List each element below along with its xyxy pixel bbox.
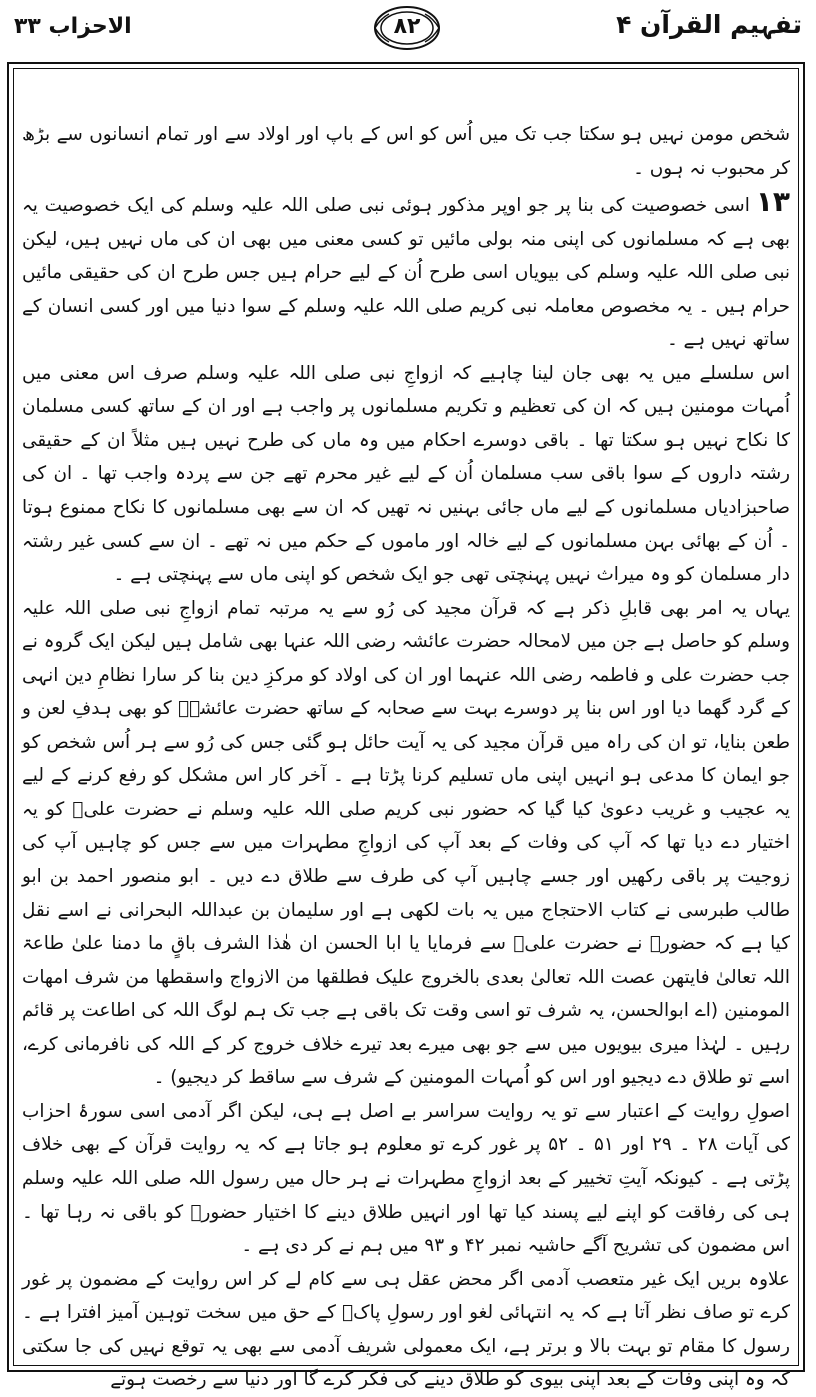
footnote-number: ۱۳ <box>755 185 790 219</box>
surah-title: الاحزاب ۳۳ <box>14 14 132 39</box>
page-number-medallion <box>372 4 442 52</box>
book-title: تفہیم القرآن ۴ <box>616 10 802 39</box>
paragraph-5: اصولِ روایت کے اعتبار سے تو یہ روایت سراسر بے اصل ہے ہی، لیکن اگر آدمی اسی سورۂ احزاب کی آیات ۲۸ ۔ ۲۹ اور ۵۱ ۔ ۵۲ پر غور کرے تو معلوم ہو جاتا ہے کہ یہ روایت قرآن کے بھی خلاف پڑتی ہے ۔ کیونکہ آیتِ تخییر کے بعد ازواجِ مطہرات نے ہر حال میں رسول اللہ صلی اللہ علیہ وسلم ہی کی رفاقت کو اپنے لیے پسند کیا تھا اور انہیں طلاق دینے کا اختیار حضورؐ کو باقی نہ رہا تھا ۔ اس مضمون کی تشریح آگے حاشیہ نمبر ۴۲ و ۹۳ میں ہم نے کر دی ہے ۔ <box>22 1100 791 1257</box>
page-header <box>0 0 816 62</box>
paragraph-2 <box>22 185 790 357</box>
main-text <box>22 118 790 1397</box>
paragraph-6: علاوہ بریں ایک غیر متعصب آدمی اگر محض عقل ہی سے کام لے کر اس روایت کے مضمون پر غور کرے تو صاف نظر آتا ہے کہ یہ انتہائی لغو اور رسولِ پاکؐ کے حق میں سخت توہین آمیز افترا ہے ۔ رسول کا مقام تو بہت بالا و برتر ہے، ایک معمولی شریف آدمی سے بھی یہ توقع نہیں کی جا سکتی کہ وہ اپنی وفات کے بعد اپنی بیوی کو طلاق دینے کی فکر کرے گا اور دنیا سے رخصت ہوتے <box>22 1268 790 1391</box>
paragraph-1: شخص مومن نہیں ہو سکتا جب تک میں اُس کو اس کے باپ اور اولاد سے اور تمام انسانوں سے بڑھ کر محبوب نہ ہوں ۔ <box>22 124 790 179</box>
page-number: ۸۲ <box>393 14 421 39</box>
paragraph-2-text: اسی خصوصیت کی بنا پر جو اوپر مذکور ہوئی نبی صلی اللہ علیہ وسلم کی ایک خصوصیت یہ بھی ہے کہ مسلمانوں کی اپنی منہ بولی مائیں تو کسی معنی میں بھی ان کی ماں نہیں ہیں، لیکن نبی صلی اللہ علیہ وسلم کی بیویاں اسی طرح اُن کے لیے حرام ہیں جس طرح ان کی حقیقی مائیں حرام ہیں ۔ یہ مخصوص معاملہ نبی کریم صلی اللہ علیہ وسلم کے سوا دنیا میں اور کسی انسان کے ساتھ نہیں ہے ۔ <box>22 195 790 351</box>
paragraph-3: اس سلسلے میں یہ بھی جان لینا چاہیے کہ ازواجِ نبی صلی اللہ علیہ وسلم صرف اس معنی میں اُمہات مومنین ہیں کہ ان کی تعظیم و تکریم مسلمانوں پر واجب ہے اور ان کے ساتھ کسی مسلمان کا نکاح نہیں ہو سکتا تھا ۔ باقی دوسرے احکام میں وہ ماں کی طرح نہیں ہیں مثلاً ان کے حقیقی رشتہ داروں کے سوا باقی سب مسلمان اُن کے لیے غیر محرم تھے جن سے پردہ واجب تھا ۔ ان کی صاحبزادیاں مسلمانوں کے لیے ماں جائی بہنیں نہ تھیں کہ ان سے بھی مسلمانوں کا نکاح ممنوع ہوتا ۔ اُن کے بھائی بہن مسلمانوں کے لیے خالہ اور ماموں کے حکم میں نہ تھے ۔ ان سے کسی غیر رشتہ دار مسلمان کو وہ میراث نہیں پہنچتی تھی جو ایک شخص کو اپنی ماں سے پہنچتی ہے ۔ <box>22 362 790 586</box>
paragraph-4: یہاں یہ امر بھی قابلِ ذکر ہے کہ قرآن مجید کی رُو سے یہ مرتبہ تمام ازواجِ نبی صلی اللہ علیہ وسلم کو حاصل ہے جن میں لامحالہ حضرت عائشہ رضی اللہ عنہا بھی شامل ہیں لیکن ایک گروہ نے جب حضرت علی و فاطمہ رضی اللہ عنہما اور ان کی اولاد کو مرکزِ دین بنا کر سارا نظامِ دین انہی کے گرد گھما دیا اور اس بنا پر دوسرے بہت سے صحابہ کے ساتھ حضرت عائشہؓ کو بھی ہدفِ لعن و طعن بنایا، تو ان کی راہ میں قرآن مجید کی یہ آیت حائل ہو گئی جس کی رُو سے ہر اُس شخص کو جو ایمان کا مدعی ہو انہیں اپنی ماں تسلیم کرنا پڑتا ہے ۔ آخر کار اس مشکل کو رفع کرنے کے لیے یہ عجیب و غریب دعویٰ کیا گیا کہ حضور نبی کریم صلی اللہ علیہ وسلم نے حضرت علیؓ کو یہ اختیار دے دیا تھا کہ آپ کی وفات کے بعد آپ کی ازواجِ مطہرات میں سے جس کو چاہیں آپ کی زوجیت پر باقی رکھیں اور جسے چاہیں آپ کی طرف سے طلاق دے دیں ۔ ابو منصور احمد بن ابو طالب طبرسی نے کتاب الاحتجاج میں یہ بات لکھی ہے اور سلیمان بن عبداللہ البحرانی نے اسے نقل کیا ہے کہ حضورؐ نے حضرت علیؓ سے فرمایا یا ابا الحسن ان ھٰذا الشرف باقٍ ما دمنا علیٰ طاعۃ اللہ تعالیٰ فایتھن عصت اللہ تعالیٰ بعدی بالخروج علیک فطلقھا من الازواج واسقطھا من شرف امھات المومنین (اے ابوالحسن، یہ شرف تو اسی وقت تک باقی ہے جب تک ہم لوگ اللہ کی اطاعت پر قائم رہیں ۔ لہٰذا میری بیویوں میں سے جو بھی میرے بعد تیرے خلاف خروج کر کے اللہ کی نافرمانی کرے، اسے تو طلاق دے دیجیو اور اس کو اُمہات المومنین کے شرف سے ساقط کر دیجیو) ۔ <box>22 597 790 1089</box>
